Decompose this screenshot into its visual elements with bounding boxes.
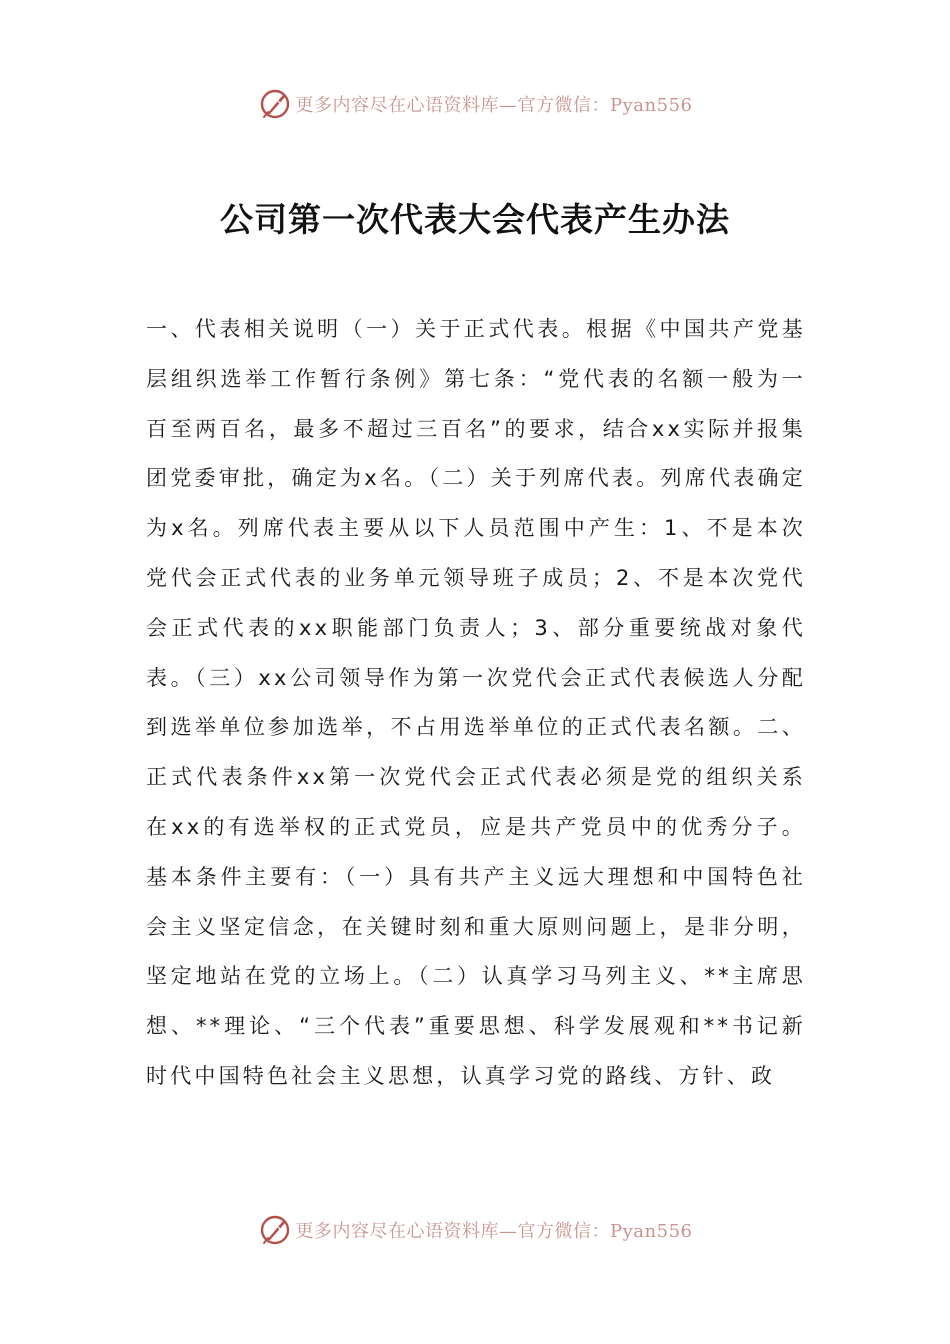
footer-watermark-banner [0, 1210, 950, 1250]
document-body-paragraph: 一、代表相关说明（一）关于正式代表。根据《中国共产党基层组织选举工作暂行条例》第七条：“党代表的名额一般为一百至两百名，最多不超过三百名”的要求，结合xx实际并报集团党委审批，确定为x名。（二）关于列席代表。列席代表确定为x名。列席代表主要从以下人员范围中产生：1、不是本次党代会正式代表的业务单元领导班子成员；2、不是本次党代会正式代表的xx职能部门负责人；3、部分重要统战对象代表。（三）xx公司领导作为第一次党代会正式代表候选人分配到选举单位参加选举，不占用选举单位的正式代表名额。二、正式代表条件xx第一次党代会正式代表必须是党的组织关系在xx的有选举权的正式党员，应是共产党员中的优秀分子。基本条件主要有：（一）具有共产主义远大理想和中国特色社会主义坚定信念，在关键时刻和重大原则问题上，是非分明，坚定地站在党的立场上。（二）认真学习马列主义、**主席思想、**理论、“三个代表”重要思想、科学发展观和**书记新时代中国特色社会主义思想，认真学习党的路线、方针、政 [146, 317, 806, 1088]
quill-pen-logo-icon [258, 87, 292, 121]
header-banner-text: 更多内容尽在心语资料库—官方微信：Pyan556 [295, 95, 693, 116]
quill-pen-logo-icon [258, 1213, 292, 1247]
document-title: 公司第一次代表大会代表产生办法 [220, 200, 730, 240]
footer-banner-text: 更多内容尽在心语资料库—官方微信：Pyan556 [295, 1221, 693, 1242]
header-watermark-banner [0, 84, 950, 124]
